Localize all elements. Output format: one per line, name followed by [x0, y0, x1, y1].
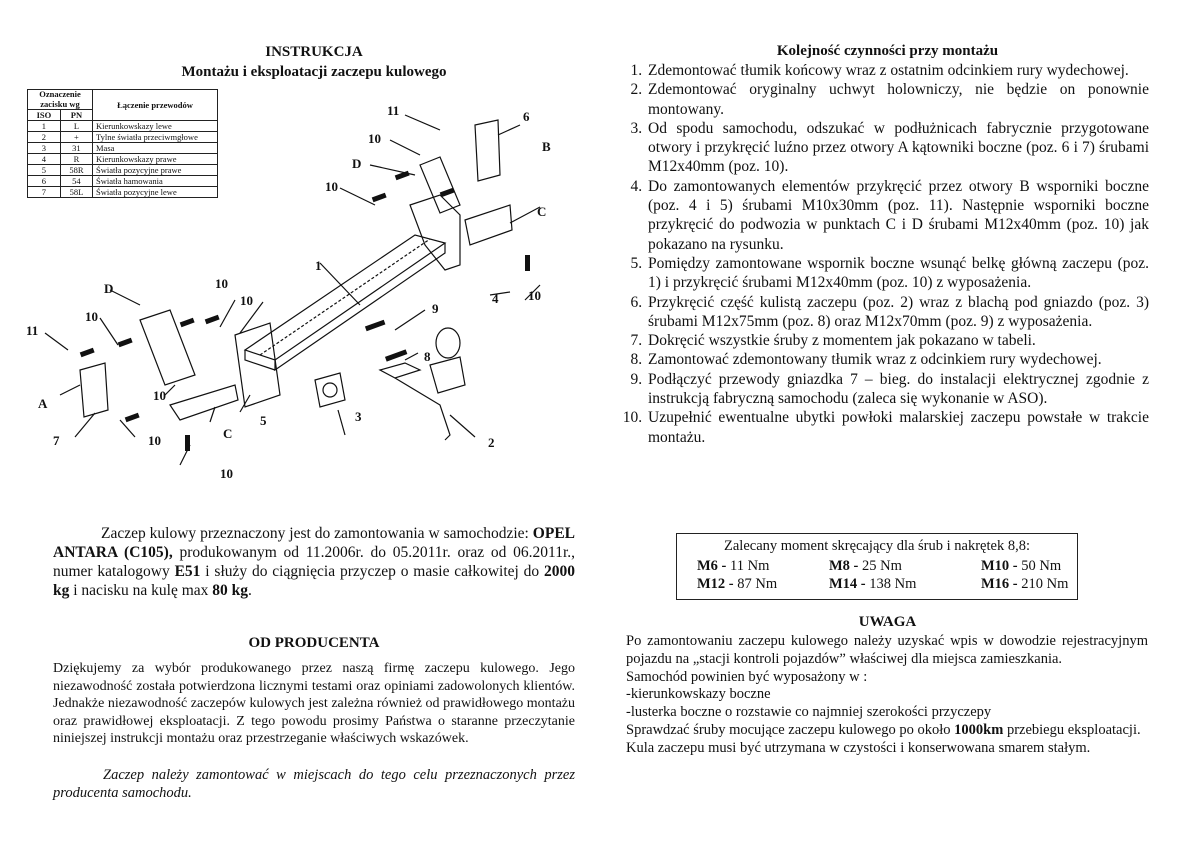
intro-text: Zaczep kulowy przeznaczony jest do zamontowania w samochodzie:	[101, 525, 533, 542]
label-8: 8	[424, 349, 431, 364]
list-item: 10. Uzupełnić ewentualne ubytki powłoki malarskiej zaczepu powstałe w trakcie montażu.	[646, 408, 1149, 447]
label-b: B	[542, 139, 551, 154]
iso-cell: 2	[28, 132, 61, 143]
torque-table	[676, 533, 1078, 600]
iso-cell: 4	[28, 154, 61, 165]
warning-text-part: Sprawdzać śruby mocujące zaczepu kulowego po około	[626, 721, 955, 738]
list-item: 1. Zdemontować tłumik końcowy wraz z ostatnim odcinkiem rury wydechowej.	[646, 61, 1149, 80]
right-angle-bracket	[475, 120, 500, 181]
iso-header: ISO	[28, 110, 61, 121]
intro-text: i służy do ciągnięcia przyczep o masie całkowitej do	[200, 563, 545, 580]
label-4: 4	[492, 291, 499, 306]
label-11-top: 11	[387, 103, 400, 118]
desc-cell: Kierunkowskazy prawe	[93, 154, 218, 165]
connection-header: Łączenie przewodów	[93, 90, 218, 121]
label-c-right: C	[537, 204, 547, 219]
bolt-size: M16 -	[981, 576, 1018, 592]
bolt-size: M12 -	[697, 576, 734, 592]
torque-value: 50 Nm	[1017, 558, 1062, 574]
label-1: 1	[315, 258, 322, 273]
ball-neck	[395, 378, 450, 440]
intro-text: i nacisku na kulę max	[69, 582, 213, 599]
pn-cell: 58L	[60, 187, 92, 198]
steps-title: Kolejność czynności przy montażu	[776, 43, 999, 59]
label-10: 10	[148, 433, 161, 448]
iso-cell: 7	[28, 187, 61, 198]
pn-cell: L	[60, 121, 92, 132]
label-10: 10	[215, 276, 228, 291]
designation-header: Oznaczenie zacisku wg	[28, 90, 93, 110]
list-item: 4. Do zamontowanych elementów przykręcić przez otwory B wsporniki boczne (poz. 4 i 5) śrubami M10x30mm (poz. 11). Następnie wsporniki boczne przykręcić do podwozia w punktach C i D śrubami M12x40mm (poz. 10) jak pokazano na rysunku.	[646, 177, 1149, 254]
label-6: 6	[523, 109, 530, 124]
right-side-bracket	[410, 195, 460, 270]
iso-cell: 6	[28, 176, 61, 187]
label-c-left: C	[223, 426, 233, 441]
desc-cell: Światła pozycyjne lewe	[93, 187, 218, 198]
torque-item	[829, 558, 902, 575]
torque-header: Zalecany moment skręcający dla śrub i nakrętek 8,8:	[724, 538, 1030, 554]
desc-cell: Kierunkowskazy lewe	[93, 121, 218, 132]
iso-cell: 3	[28, 143, 61, 154]
label-d-right: D	[352, 156, 362, 171]
mileage: 1000km	[954, 721, 1004, 738]
torque-item	[697, 576, 777, 593]
intro-text: produkowanym od 11.2006r. do 05.2011r. oraz od 06.2011r., numer katalogowy	[53, 544, 575, 580]
torque-item	[697, 558, 769, 575]
label-10: 10	[85, 309, 98, 324]
desc-cell: Masa	[93, 143, 218, 154]
steps-list-container	[622, 61, 1149, 447]
intro-paragraph	[53, 524, 575, 600]
label-d-left: D	[104, 281, 114, 296]
label-11-left: 11	[26, 323, 39, 338]
torque-value: 11 Nm	[726, 558, 770, 574]
pn-header: PN	[60, 110, 92, 121]
list-item: 5. Pomiędzy zamontowane wspornik boczne wsunąć belkę główną zaczepu (poz. 1) i przykręcić śrubami M12x40mm (poz. 10) z wyposażenia.	[646, 254, 1149, 293]
pn-cell: R	[60, 154, 92, 165]
left-angle-bracket	[80, 363, 108, 417]
torque-item	[981, 558, 1061, 575]
label-3: 3	[355, 409, 362, 424]
list-item: 2. Zdemontować oryginalny uchwyt holowniczy, nie będzie on ponownie montowany.	[646, 80, 1149, 119]
trailer-mass: 2000 kg	[53, 563, 576, 599]
bolt-size: M8 -	[829, 558, 859, 574]
pn-cell: 31	[60, 143, 92, 154]
instruction-subtitle: Montażu i eksploatacji zaczepu kulowego	[181, 64, 447, 80]
desc-cell: Światła hamowania	[93, 176, 218, 187]
label-9: 9	[432, 301, 439, 316]
producer-text: Dziękujemy za wybór produkowanego przez naszą firmę zaczepu kulowego. Jego niezawodność została potwierdzona licznymi testami oraz opiniami zadowolonych klientów. Jednakże niezawodność zaczepów kulowych jest zależna również od prawidłowego montażu oraz prawidłowej eksploatacji. Z tego powodu prosimy Państwa o staranne przeczytanie niniejszej instrukcji montażu oraz przestrzeganie właściwych wskazówek.	[53, 661, 575, 746]
car-model: OPEL ANTARA (C105),	[53, 525, 575, 561]
label-10: 10	[220, 466, 233, 481]
torque-value: 25 Nm	[858, 558, 902, 574]
ball-load: 80 kg	[212, 582, 249, 599]
label-10: 10	[368, 131, 381, 146]
desc-cell: Światła pozycyjne prawe	[93, 165, 218, 176]
list-item: 8. Zamontować zdemontowany tłumik wraz z odcinkiem rury wydechowej.	[646, 350, 1149, 369]
warning-line: -lusterka boczne o rozstawie co najmniej szerokości przyczepy	[626, 704, 992, 721]
list-item: 3. Od spodu samochodu, odszukać w podłużnicach fabrycznie przygotowane otwory i przykręcić luźno przez otwory A kątowniki boczne (poz. 6 i 7) śrubami M12x40mm (poz. 10).	[646, 119, 1149, 177]
warning-text-part: przebiegu eksploatacji.	[1003, 721, 1141, 738]
left-side-bracket	[235, 323, 280, 407]
label-10: 10	[325, 179, 338, 194]
steps-list	[622, 61, 1149, 447]
main-beam-side	[275, 243, 445, 370]
label-10: 10	[153, 388, 166, 403]
producer-note: Zaczep należy zamontować w miejscach do tego celu przeznaczonych przez producenta samochodu.	[53, 767, 575, 801]
warning-line: Kula zaczepu musi być utrzymana w czystości i konserwowana smarem stałym.	[626, 739, 1091, 756]
intro-text: .	[248, 582, 252, 599]
instruction-title: INSTRUKCJA	[265, 44, 363, 60]
catalog-number: E51	[174, 563, 201, 580]
torque-value: 87 Nm	[733, 576, 778, 592]
pn-cell: +	[60, 132, 92, 143]
warning-title: UWAGA	[858, 614, 917, 630]
label-5: 5	[260, 413, 267, 428]
label-10: 10	[528, 288, 541, 303]
label-a: A	[38, 396, 48, 411]
producer-title: OD PRODUCENTA	[248, 635, 380, 651]
list-item: 7. Dokręcić wszystkie śruby z momentem jak pokazano w tabeli.	[646, 331, 1149, 350]
bolt-size: M6 -	[697, 558, 727, 574]
torque-value: 210 Nm	[1017, 576, 1069, 592]
towbar-exploded-diagram	[20, 95, 580, 495]
iso-cell: 5	[28, 165, 61, 176]
label-7: 7	[53, 433, 60, 448]
bolt-size: M14 -	[829, 576, 866, 592]
warning-line	[626, 722, 1148, 740]
pn-cell: 58R	[60, 165, 92, 176]
list-item: 9. Podłączyć przewody gniazdka 7 – bieg. do instalacji elektrycznej zgodnie z instrukcją fabryczną samochodu (zaleca się wykonanie w ASO).	[646, 370, 1149, 409]
pn-cell: 54	[60, 176, 92, 187]
desc-cell: Tylne światła przeciwmgłowe	[93, 132, 218, 143]
iso-cell: 1	[28, 121, 61, 132]
warning-line: Samochód powinien być wyposażony w :	[626, 668, 868, 685]
list-item: 6. Przykręcić część kulistą zaczepu (poz. 2) wraz z blachą pod gniazdo (poz. 3) śrubami M12x75mm (poz. 8) oraz M12x70mm (poz. 9) z wyposażenia.	[646, 293, 1149, 332]
label-2: 2	[488, 435, 495, 450]
ball	[436, 328, 460, 358]
warning-text	[626, 633, 1148, 758]
torque-item	[981, 576, 1068, 593]
warning-line: -kierunkowskazy boczne	[626, 686, 771, 703]
torque-value: 138 Nm	[865, 576, 917, 592]
label-10: 10	[240, 293, 253, 308]
bolt-size: M10 -	[981, 558, 1018, 574]
torque-item	[829, 576, 916, 593]
warning-line: Po zamontowaniu zaczepu kulowego należy uzyskać wpis w dowodzie rejestracyjnym pojazdu na „stacji kontroli pojazdów” właściwej dla miejsca zamieszkania.	[626, 633, 1148, 667]
socket-plate	[315, 373, 345, 407]
